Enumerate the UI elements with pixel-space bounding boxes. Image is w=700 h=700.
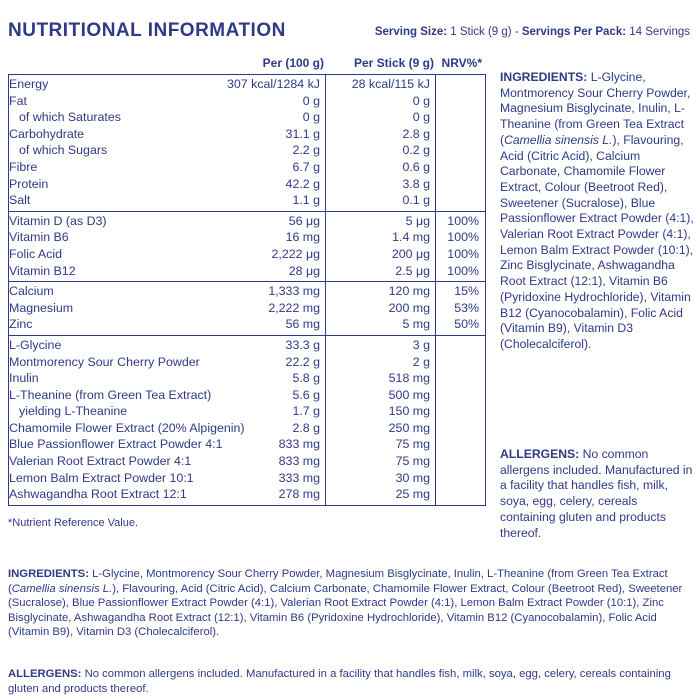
nutrient-name: Folic Acid: [9, 246, 63, 261]
value-per-stick: 120 mg: [388, 284, 430, 299]
table-row: [9, 338, 485, 355]
value-per-stick: 30 mg: [395, 470, 430, 485]
value-nrv: 100%: [447, 246, 479, 261]
value-per-100g: 31.1 g: [285, 126, 320, 141]
nutrient-name: Zinc: [9, 317, 33, 332]
table-row: [9, 404, 485, 421]
value-per-stick: 518 mg: [388, 371, 430, 386]
value-nrv: 100%: [447, 230, 479, 245]
table-row: [9, 230, 485, 247]
nutrient-name: yielding L-Theanine: [19, 404, 128, 419]
value-per-stick: 5 mg: [402, 317, 430, 332]
table-row: [9, 177, 485, 194]
table-row: [9, 355, 485, 372]
value-per-100g: 833 mg: [278, 437, 320, 452]
value-per-stick: 150 mg: [388, 404, 430, 419]
table-group: [9, 212, 485, 282]
value-nrv: 100%: [447, 263, 479, 278]
nutrient-name: Montmorency Sour Cherry Powder: [9, 354, 200, 369]
value-per-100g: 5.8 g: [292, 371, 320, 386]
value-per-stick: 75 mg: [395, 454, 430, 469]
value-per-stick: 250 mg: [388, 420, 430, 435]
serving-info: [375, 26, 690, 38]
nutrient-name: Ashwagandha Root Extract 12:1: [9, 487, 187, 502]
side-allergens: [500, 447, 696, 541]
table-row: [9, 143, 485, 160]
nutrient-name: Protein: [9, 176, 49, 191]
table-row: [9, 301, 485, 318]
table-row: [9, 487, 485, 504]
table-row: [9, 77, 485, 94]
nutrient-name: Salt: [9, 193, 31, 208]
table-row: [9, 421, 485, 438]
value-per-stick: 5 μg: [405, 213, 430, 228]
nutrient-name: Chamomile Flower Extract (20% Alpigenin): [9, 420, 245, 435]
table-row: [9, 471, 485, 488]
value-per-stick: 2 g: [412, 354, 430, 369]
servings-per-pack-label: Servings Per Pack:: [521, 26, 627, 38]
nutrient-name: L-Theanine (from Green Tea Extract): [9, 387, 212, 402]
nutrient-name: Energy: [9, 77, 49, 91]
serving-size-label: Serving Size:: [374, 26, 448, 38]
nutrient-name: Valerian Root Extract Powder 4:1: [9, 454, 192, 469]
bottom-ingredients: [8, 567, 692, 640]
side-ingredients-text-a: L-Glycine, Montmorency Sour Cherry Powder, Magnesium Bisglycinate, Inulin, L-Theanine (from Green Tea Extract (: [500, 70, 691, 147]
value-per-100g: 42.2 g: [285, 176, 320, 191]
page-title: NUTRITIONAL INFORMATION: [8, 20, 286, 41]
bottom-ingredients-text-b: ), Flavouring, Acid (Citric Acid), Calcium Carbonate, Chamomile Flower Extract, Colour (Beetroot Red), Sweetener (Sucralose), Blue Passionflower Extract Powder (4:1), Valerian Root Extract Powder (4:1), Lemon Balm Extract Powder (10:1), Zinc Bisglycinate, Ashwagandha Root Extract (12:1), Vitamin B6 (Pyridoxine Hydrochloride), Vitamin B12 (Cyanocobalamin), Folic Acid (Vitamin B9), Vitamin D3 (Cholecalciferol).: [8, 582, 683, 639]
value-per-100g: 56 mg: [285, 317, 320, 332]
bottom-allergens-text: No common allergens included. Manufactured in a facility that handles fish, milk, soya, egg, celery, cereals containing gluten and products thereof.: [8, 668, 671, 695]
value-per-100g: 333 mg: [278, 470, 320, 485]
col-per-stick: Per Stick (9 g): [353, 56, 434, 70]
side-ingredients-text-b: ), Flavouring, Acid (Citric Acid), Calcium Carbonate, Chamomile Flower Extract, Colour (Beetroot Red), Sweetener (Sucralose), Blue Passionflower Extract Powder (4:1), Valerian Root Extract Powder (4:1), Lemon Balm Extract Powder (10:1), Zinc Bisglycinate, Ashwagandha Root Extract (12:1), Vitamin B6 (Pyridoxine Hydrochloride), Vitamin B12 (Cyanocobalamin), Folic Acid (Vitamin B9), Vitamin D3 (Cholecalciferol).: [500, 132, 694, 351]
value-per-stick: 2.8 g: [402, 126, 430, 141]
table-row: [9, 193, 485, 210]
side-allergens-label: ALLERGENS:: [500, 447, 580, 461]
value-per-100g: 5.6 g: [292, 387, 320, 402]
nrv-footnote: *Nutrient Reference Value.: [8, 517, 139, 529]
value-per-100g: 2.2 g: [292, 143, 320, 158]
nutrient-name: Fibre: [9, 159, 38, 174]
value-per-stick: 0 g: [412, 110, 430, 125]
value-per-stick: 3.8 g: [402, 176, 430, 191]
nutrient-name: Vitamin D (as D3): [9, 213, 107, 228]
table-body: [8, 75, 486, 506]
value-per-100g: 2,222 mg: [268, 300, 320, 315]
table-row: [9, 247, 485, 264]
servings-per-pack-value: 14 Servings: [629, 26, 690, 38]
table-row: [9, 437, 485, 454]
value-per-100g: 1.7 g: [292, 404, 320, 419]
value-per-stick: 0.2 g: [402, 143, 430, 158]
value-nrv: 100%: [447, 213, 479, 228]
table-group: [9, 75, 485, 212]
nutrient-name: of which Sugars: [19, 143, 108, 158]
value-per-stick: 25 mg: [395, 487, 430, 502]
col-nrv: NRV%*: [441, 56, 482, 70]
col-per-100g: Per (100 g): [262, 56, 324, 70]
table-group: [9, 282, 485, 336]
nutrition-table: [8, 54, 486, 506]
value-per-100g: 1,333 mg: [268, 284, 320, 299]
bottom-ingredients-text-a: L-Glycine, Montmorency Sour Cherry Powder, Magnesium Bisglycinate, Inulin, L-Theanine (from Green Tea Extract (: [8, 568, 668, 595]
value-per-100g: 307 kcal/1284 kJ: [227, 77, 320, 91]
bottom-ingredients-label: INGREDIENTS:: [8, 568, 89, 580]
nutrient-name: Calcium: [9, 284, 54, 299]
nutrient-name: L-Glycine: [9, 337, 62, 352]
table-row: [9, 127, 485, 144]
side-ingredients-label: INGREDIENTS:: [500, 70, 588, 84]
table-row: [9, 214, 485, 231]
value-per-stick: 28 kcal/115 kJ: [351, 77, 430, 91]
table-row: [9, 94, 485, 111]
value-per-100g: 278 mg: [278, 487, 320, 502]
table-row: [9, 160, 485, 177]
value-per-stick: 75 mg: [395, 437, 430, 452]
value-nrv: 15%: [454, 284, 479, 299]
side-ingredients-latin: Camellia sinensis L.: [504, 132, 613, 147]
value-per-100g: 2.8 g: [292, 420, 320, 435]
side-allergens-text: No common allergens included. Manufactured in a facility that handles fish, milk, soya, egg, celery, cereals containing gluten and products thereof.: [500, 447, 693, 540]
value-per-stick: 0 g: [412, 93, 430, 108]
table-row: [9, 454, 485, 471]
nutrient-name: Carbohydrate: [9, 126, 85, 141]
value-per-100g: 33.3 g: [285, 337, 320, 352]
table-row: [9, 110, 485, 127]
value-nrv: 53%: [454, 300, 479, 315]
nutrient-name: Magnesium: [9, 300, 74, 315]
value-per-100g: 1.1 g: [292, 193, 320, 208]
value-per-stick: 2.5 μg: [395, 263, 430, 278]
table-row: [9, 388, 485, 405]
value-per-100g: 2,222 μg: [271, 246, 320, 261]
value-per-stick: 0.6 g: [402, 159, 430, 174]
side-ingredients: [500, 70, 696, 353]
serving-separator: -: [511, 26, 522, 38]
table-row: [9, 284, 485, 301]
nutrient-name: Inulin: [9, 371, 39, 386]
value-per-100g: 56 μg: [288, 213, 320, 228]
nutrient-name: Vitamin B12: [9, 263, 76, 278]
value-per-100g: 833 mg: [278, 454, 320, 469]
value-per-stick: 200 mg: [388, 300, 430, 315]
value-per-stick: 0.1 g: [402, 193, 430, 208]
value-per-100g: 0 g: [302, 93, 320, 108]
nutrient-name: Blue Passionflower Extract Powder 4:1: [9, 437, 223, 452]
nutrient-name: Lemon Balm Extract Powder 10:1: [9, 470, 194, 485]
nutrient-name: Fat: [9, 93, 27, 108]
bottom-allergens: [8, 667, 692, 696]
bottom-ingredients-latin: Camellia sinensis L.: [11, 582, 113, 595]
value-per-100g: 6.7 g: [292, 159, 320, 174]
table-row: [9, 264, 485, 281]
value-nrv: 50%: [454, 317, 479, 332]
table-row: [9, 371, 485, 388]
serving-size-value: 1 Stick (9 g): [450, 26, 512, 38]
table-header: [8, 54, 486, 75]
value-per-stick: 3 g: [412, 337, 430, 352]
value-per-stick: 200 μg: [391, 246, 430, 261]
value-per-100g: 16 mg: [285, 230, 320, 245]
col-divider-2: [435, 74, 436, 506]
nutrient-name: Vitamin B6: [9, 230, 69, 245]
col-divider-1: [325, 74, 326, 506]
nutrient-name: of which Saturates: [19, 110, 121, 125]
value-per-100g: 22.2 g: [285, 354, 320, 369]
value-per-stick: 1.4 mg: [392, 230, 430, 245]
value-per-stick: 500 mg: [388, 387, 430, 402]
value-per-100g: 0 g: [302, 110, 320, 125]
bottom-allergens-label: ALLERGENS:: [8, 668, 82, 680]
table-group: [9, 336, 485, 505]
value-per-100g: 28 μg: [288, 263, 320, 278]
table-row: [9, 317, 485, 334]
